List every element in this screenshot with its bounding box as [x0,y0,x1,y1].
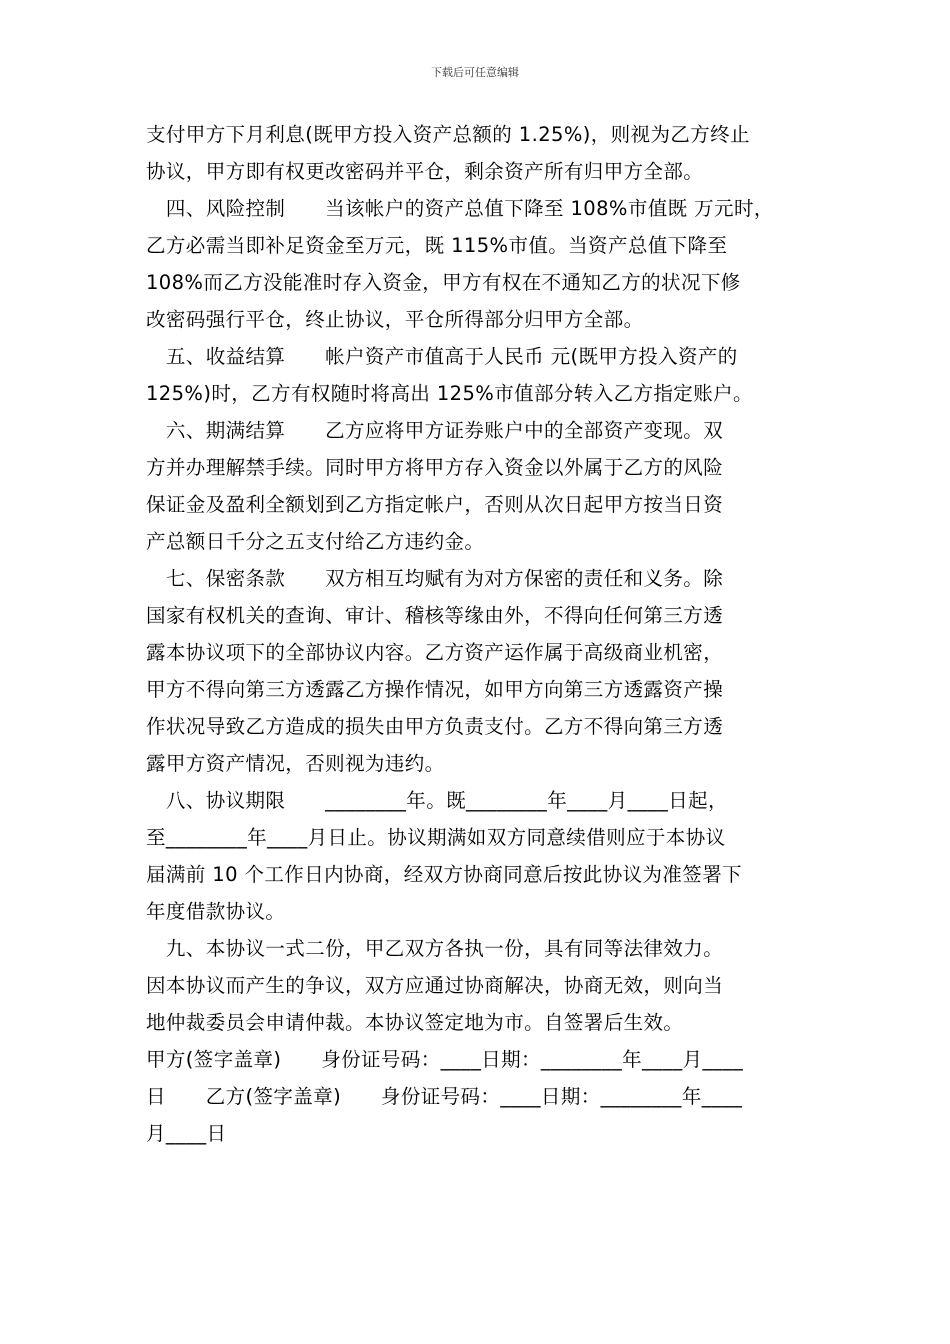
text-line: 露甲方资产情况，否则视为违约。 [146,752,445,775]
section-8-term: 八、协议期限 ________年。既________年____月____日起， [146,789,728,812]
text-line: 甲方不得向第三方透露乙方操作情况，如甲方向第三方透露资产操 [146,678,724,701]
section-4-risk-control: 四、风险控制 当该帐户的资产总值下降至 108%市值既 万元时， [146,197,774,220]
text-line: 露本协议项下的全部协议内容。乙方资产运作属于高级商业机密， [146,641,724,664]
text-line: 方并办理解禁手续。同时甲方将甲方存入资金以外属于乙方的风险 [146,456,724,479]
section-9-copies-and-disputes: 九、本协议一式二份，甲乙双方各执一份，具有同等法律效力。 [146,937,724,960]
signature-line-party-a: 甲方(签字盖章) 身份证号码：____日期：________年____月____ [146,1048,744,1071]
text-line: 年度借款协议。 [146,900,286,923]
text-line: 支付甲方下月利息(既甲方投入资产总额的 1.25%)，则视为乙方终止 [146,123,750,146]
document-body [146,116,816,1152]
text-line: 地仲裁委员会申请仲裁。本协议签定地为市。自签署后生效。 [146,1011,684,1034]
page-header-note: 下载后可任意编辑 [431,66,519,79]
signature-line-party-b: 日 乙方(签字盖章) 身份证号码：____日期：________年____ [146,1085,743,1108]
text-line: 届满前 10 个工作日内协商，经双方协商同意后按此协议为准签署下 [146,863,743,886]
text-line: 产总额日千分之五支付给乙方违约金。 [146,530,485,553]
section-5-profit-settlement: 五、收益结算 帐户资产市值高于人民币 元(既甲方投入资产的 [146,345,738,368]
text-line: 作状况导致乙方造成的损失由甲方负责支付。乙方不得向第三方透 [146,715,724,738]
text-line: 改密码强行平仓，终止协议，平仓所得部分归甲方全部。 [146,308,644,331]
text-line: 国家有权机关的查询、审计、稽核等缘由外，不得向任何第三方透 [146,604,724,627]
text-line: 协议，甲方即有权更改密码并平仓，剩余资产所有归甲方全部。 [146,160,704,183]
text-line: 保证金及盈利全额划到乙方指定帐户，否则从次日起甲方按当日资 [146,493,724,516]
section-7-confidentiality: 七、保密条款 双方相互均赋有为对方保密的责任和义务。除 [146,567,724,590]
text-line: 至________年____月日止。协议期满如双方同意续借则应于本协议 [146,826,726,849]
text-line: 125%)时，乙方有权随时将高出 125%市值部分转入乙方指定账户。 [146,382,753,405]
text-line: 乙方必需当即补足资金至万元，既 115%市值。当资产总值下降至 [146,234,728,257]
section-6-maturity-settlement: 六、期满结算 乙方应将甲方证券账户中的全部资产变现。双 [146,419,724,442]
text-line: 108%而乙方没能准时存入资金，甲方有权在不通知乙方的状况下修 [146,271,741,294]
text-line: 因本协议而产生的争议，双方应通过协商解决，协商无效，则向当 [146,974,724,997]
signature-line-date-end: 月____日 [146,1122,227,1145]
